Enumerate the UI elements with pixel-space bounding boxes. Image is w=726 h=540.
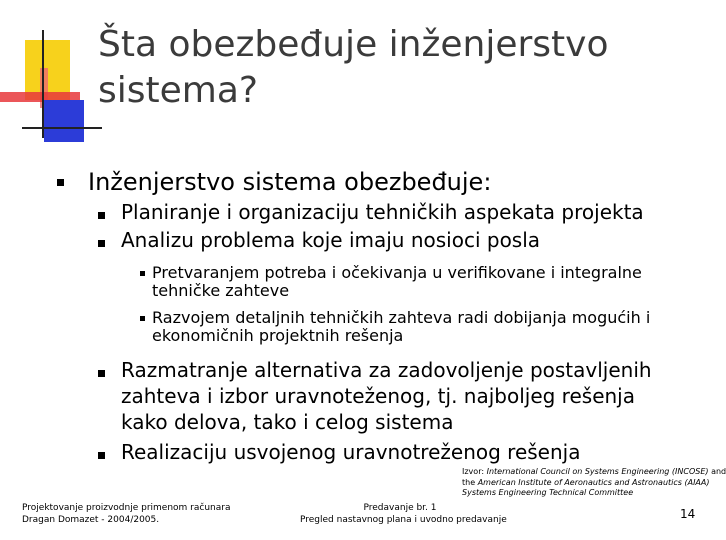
slide-title: Šta obezbeđuje inženjerstvo sistema? bbox=[98, 24, 609, 111]
deco-vertical-line bbox=[42, 30, 44, 138]
list-item-line: Realizaciju usvojenog uravnotreženog rešenja bbox=[121, 440, 581, 464]
sub-item-line: tehničke zahteve bbox=[152, 281, 290, 300]
bullet-square-icon bbox=[98, 240, 105, 247]
deco-horizontal-line bbox=[22, 127, 102, 129]
bullet-square-icon bbox=[57, 179, 64, 186]
deco-blue-square bbox=[44, 100, 84, 142]
list-item-line: Razmatranje alternativa za zadovoljenje postavljenih bbox=[121, 358, 652, 382]
source-note: Izvor: International Council on Systems Engineering (INCOSE) and the American Institute of Aeronautics and Astronautics (AIAA) Systems Engineering Technical Committee bbox=[462, 467, 726, 497]
sub-item-line: Razvojem detaljnih tehničkih zahteva radi dobijanja mogućih i bbox=[152, 308, 651, 327]
bullet-square-icon bbox=[98, 370, 105, 377]
list-item: Analizu problema koje imaju nosioci posla bbox=[121, 228, 541, 252]
main-heading: Inženjerstvo sistema obezbeđuje: bbox=[88, 168, 492, 196]
sub-item-line: ekonomičnih projektnih rešenja bbox=[152, 326, 404, 345]
list-item-line: kako delova, tako i celog sistema bbox=[121, 410, 454, 434]
bullet-square-icon bbox=[98, 452, 105, 459]
footer-center: Predavanje br. 1 Pregled nastavnog plana i uvodno predavanje bbox=[300, 503, 507, 525]
bullet-square-icon bbox=[140, 271, 145, 276]
list-item-line: zahteva i izbor uravnoteženog, tj. najboljeg rešenja bbox=[121, 384, 635, 408]
list-item: Planiranje i organizaciju tehničkih aspekata projekta bbox=[121, 200, 644, 224]
page-number: 14 bbox=[680, 507, 696, 521]
sub-item-line: Pretvaranjem potreba i očekivanja u verifikovane i integralne bbox=[152, 263, 642, 282]
bullet-square-icon bbox=[140, 316, 145, 321]
bullet-square-icon bbox=[98, 212, 105, 219]
footer-left: Projektovanje proizvodnje primenom računara Dragan Domazet - 2004/2005. bbox=[22, 503, 231, 525]
